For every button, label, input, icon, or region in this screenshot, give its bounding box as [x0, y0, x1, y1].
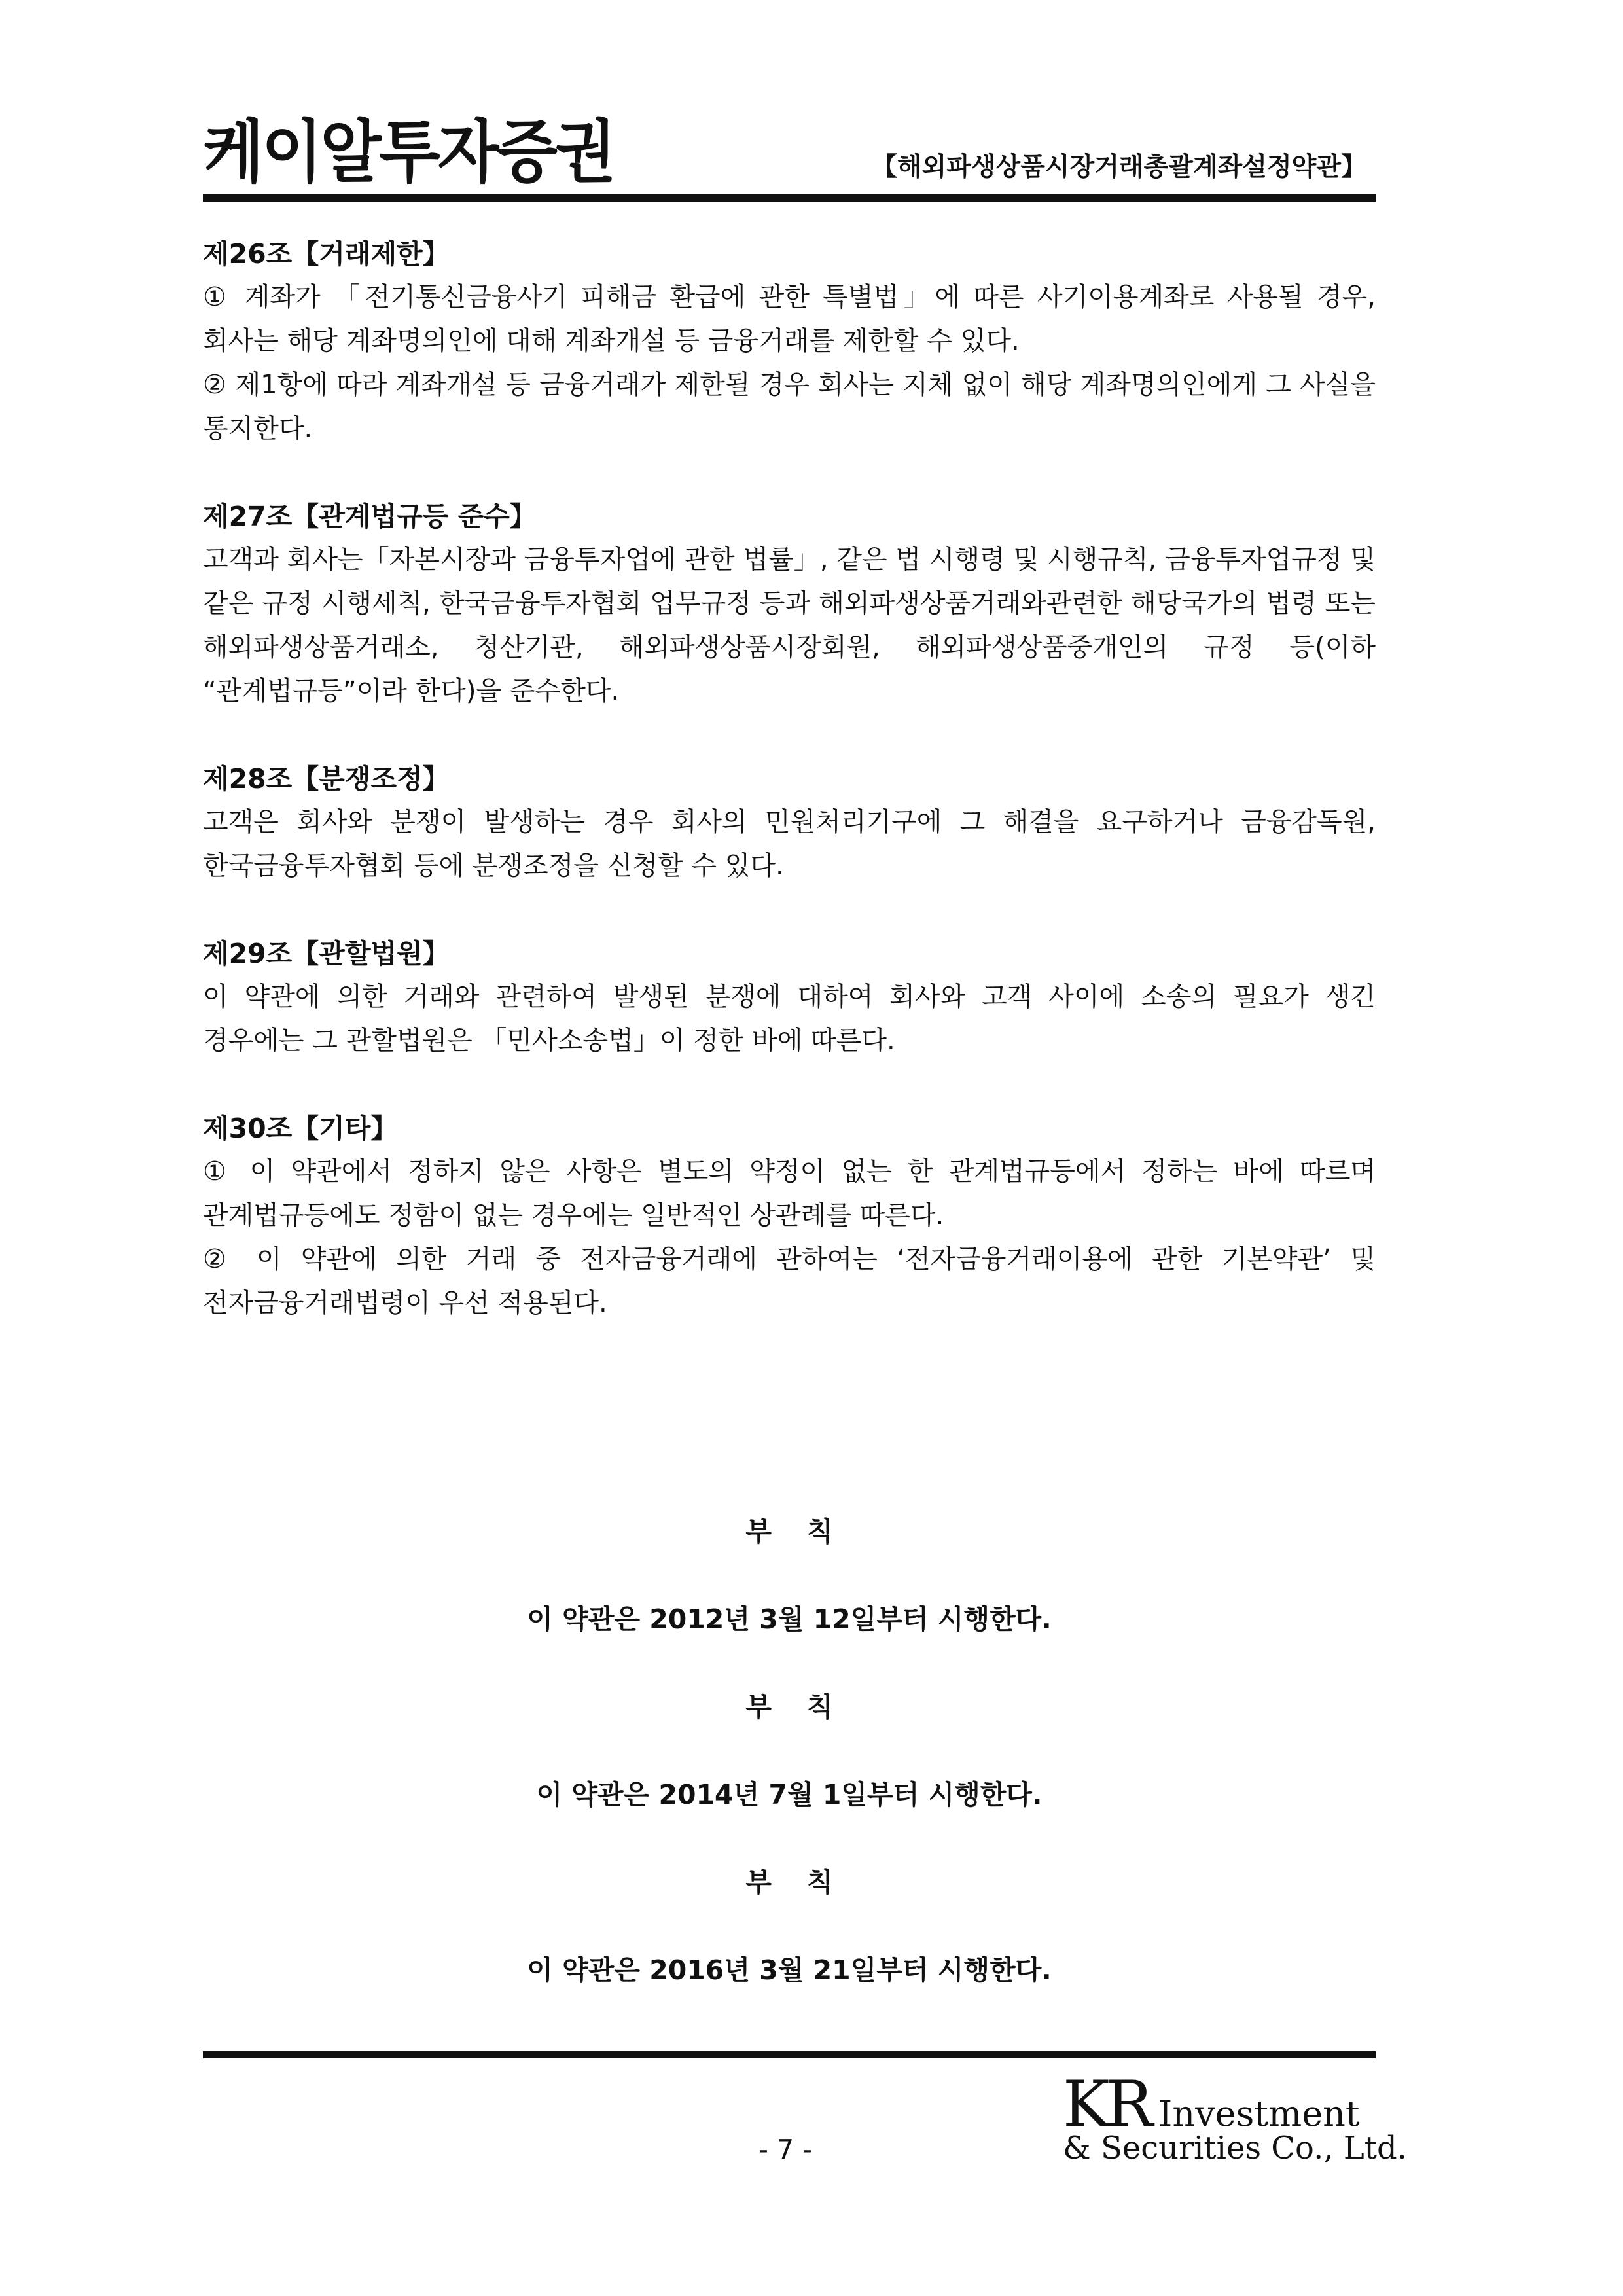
page-number: - 7 - — [758, 2134, 812, 2165]
article-26 — [203, 232, 1376, 451]
article-title: 제26조【거래제한】 — [203, 238, 450, 270]
article-paragraph: ① 계좌가 「전기통신금융사기 피해금 환급에 관한 특별법」에 따른 사기이용계좌로 사용될 경우, 회사는 해당 계좌명의인에 대해 계좌개설 등 금융거래를 제한할 수 있다. — [203, 282, 1376, 356]
logo-securities-text: & Securities Co., Ltd. — [1063, 2130, 1408, 2166]
addendum-2014 — [203, 1687, 1376, 1814]
addendum-text: 이 약관은 2016년 3월 21일부터 시행한다. — [527, 1954, 1052, 1986]
page-header — [203, 113, 1376, 196]
article-paragraph: 고객과 회사는「자본시장과 금융투자업에 관한 법률」, 같은 법 시행령 및 시행규칙, 금융투자업규정 및 같은 규정 시행세칙, 한국금융투자협회 업무규정 등과 해외파생상품거래와관련한 해당국가의 법령 또는 해외파생상품거래소, 청산기관, 해외파생상품시장회원, 해외파생상품중개인의 규정 등(이하 “관계법규등”이라 한다)을 준수한다. — [203, 545, 1376, 706]
document-title: 【해외파생상품시장거래총괄계좌설정약관】 — [871, 152, 1366, 182]
addendum-text: 이 약관은 2012년 3월 12일부터 시행한다. — [527, 1604, 1052, 1635]
article-title: 제28조【분쟁조정】 — [203, 763, 450, 795]
footer-divider — [203, 2051, 1376, 2058]
company-logo — [1063, 2068, 1408, 2166]
article-29 — [203, 932, 1376, 1063]
article-27 — [203, 495, 1376, 713]
article-paragraph: 고객은 회사와 분쟁이 발생하는 경우 회사의 민원처리기구에 그 해결을 요구하거나 금융감독원, 한국금융투자협회 등에 분쟁조정을 신청할 수 있다. — [203, 807, 1376, 881]
article-paragraph: ① 이 약관에서 정하지 않은 사항은 별도의 약정이 없는 한 관계법규등에서 정하는 바에 따르며 관계법규등에도 정함이 없는 경우에는 일반적인 상관례를 따른다. — [203, 1157, 1376, 1230]
article-28 — [203, 757, 1376, 888]
logo-investment-text: Investment — [1158, 2093, 1360, 2134]
header-divider — [203, 194, 1376, 202]
addendum-text: 이 약관은 2014년 7월 1일부터 시행한다. — [536, 1779, 1043, 1810]
logo-kr-mark: KR — [1063, 2068, 1149, 2141]
article-30 — [203, 1107, 1376, 1325]
article-paragraph: ② 제1항에 따라 계좌개설 등 금융거래가 제한될 경우 회사는 지체 없이 해당 계좌명의인에게 그 사실을 통지한다. — [203, 370, 1376, 444]
addendum-heading: 부칙 — [745, 1867, 868, 1898]
article-title: 제27조【관계법규등 준수】 — [203, 501, 537, 532]
article-paragraph: 이 약관에 의한 거래와 관련하여 발생된 분쟁에 대하여 회사와 고객 사이에 소송의 필요가 생긴 경우에는 그 관할법원은 「민사소송법」이 정한 바에 따른다. — [203, 982, 1376, 1056]
addendum-heading: 부칙 — [745, 1516, 868, 1547]
addenda-section — [203, 1512, 1376, 2038]
company-name: 케이알투자증권 — [203, 112, 614, 192]
article-title: 제30조【기타】 — [203, 1113, 398, 1144]
article-title: 제29조【관할법원】 — [203, 938, 450, 969]
article-paragraph: ② 이 약관에 의한 거래 중 전자금융거래에 관하여는 ‘전자금융거래이용에 관한 기본약관’ 및 전자금융거래법령이 우선 적용된다. — [203, 1244, 1376, 1318]
addendum-2012 — [203, 1512, 1376, 1639]
addendum-2016 — [203, 1863, 1376, 1990]
addendum-heading: 부칙 — [745, 1691, 868, 1723]
document-body — [203, 232, 1376, 1369]
